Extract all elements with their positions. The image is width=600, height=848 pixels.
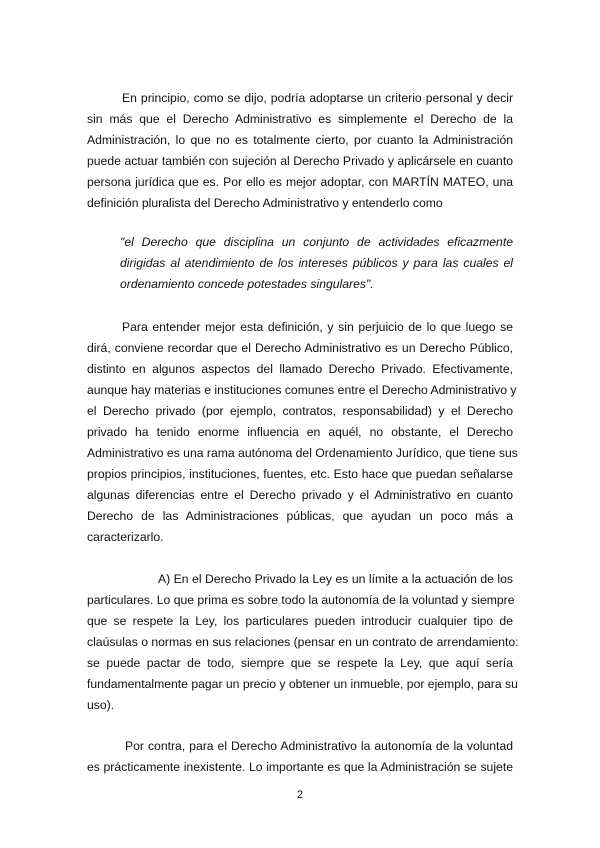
text-line: particulares. Lo que prima es sobre todo la autonomía de la voluntad y siempre [87, 593, 515, 607]
paragraph-point-a [87, 569, 519, 716]
text-line: privado ha tenido enorme influencia en aquél, no obstante, el Derecho [87, 425, 513, 439]
text-line: se puede pactar de todo, siempre que se respete la Ley, que aquí sería [87, 656, 513, 670]
text-line: puede actuar también con sujeción al Derecho Privado y aplicársele en cuanto [87, 154, 513, 168]
text-line: sin más que el Derecho Administrativo es simplemente el Derecho de la [87, 112, 513, 126]
page-number: 2 [296, 789, 304, 801]
text-line: el Derecho privado (por ejemplo, contratos, responsabilidad) y el Derecho [87, 404, 513, 418]
text-line: caracterizarlo. [87, 530, 164, 544]
text-line: algunas diferencias entre el Derecho privado y el Administrativo en cuanto [87, 488, 513, 502]
quote-line: dirigidas al atendimiento de los intereses públicos y para las cuales el [120, 256, 513, 270]
text-line: aunque hay materias e instituciones comunes entre el Derecho Administrativo y [87, 383, 517, 397]
paragraph-intro [87, 88, 513, 214]
text-line: claúsulas o normas en sus relaciones (pensar en un contrato de arrendamiento: [87, 635, 519, 649]
paragraph-explanation [87, 317, 518, 548]
text-line: dirá, conviene recordar que el Derecho Administrativo es un Derecho Público, [87, 341, 513, 355]
text-line: A) En el Derecho Privado la Ley es un límite a la actuación de los [158, 572, 513, 586]
paragraph-contrast [87, 736, 513, 778]
text-line: Por contra, para el Derecho Administrativo la autonomía de la voluntad [125, 739, 513, 753]
text-line: es prácticamente inexistente. Lo importante es que la Administración se sujete [87, 760, 513, 774]
text-line: En principio, como se dijo, podría adoptarse un criterio personal y decir [122, 91, 513, 105]
definition-quote [87, 232, 513, 295]
quote-line: "el Derecho que disciplina un conjunto de actividades eficazmente [120, 235, 513, 249]
quote-line: ordenamiento concede potestades singulares". [120, 277, 374, 291]
text-line: uso). [87, 698, 115, 712]
text-line: Administrativo es una rama autónoma del Ordenamiento Jurídico, que tiene sus [87, 446, 518, 460]
text-line: distinto en algunos aspectos del llamado Derecho Privado. Efectivamente, [87, 362, 513, 376]
text-line: Administración, lo que no es totalmente cierto, por cuanto la Administración [87, 133, 513, 147]
text-line: que se respete la Ley, los particulares pueden introducir cualquier tipo de [87, 614, 513, 628]
text-line: fundamentalmente pagar un precio y obtener un inmueble, por ejemplo, para su [87, 677, 518, 691]
text-line: Derecho de las Administraciones públicas, que ayudan un poco más a [87, 509, 513, 523]
text-line: propios principios, instituciones, fuentes, etc. Esto hace que puedan señalarse [87, 467, 513, 481]
text-line: definición pluralista del Derecho Administrativo y entenderlo como [87, 196, 443, 210]
text-line: Para entender mejor esta definición, y sin perjuicio de lo que luego se [122, 320, 513, 334]
text-line: persona jurídica que es. Por ello es mejor adoptar, con MARTÍN MATEO, una [87, 175, 513, 189]
